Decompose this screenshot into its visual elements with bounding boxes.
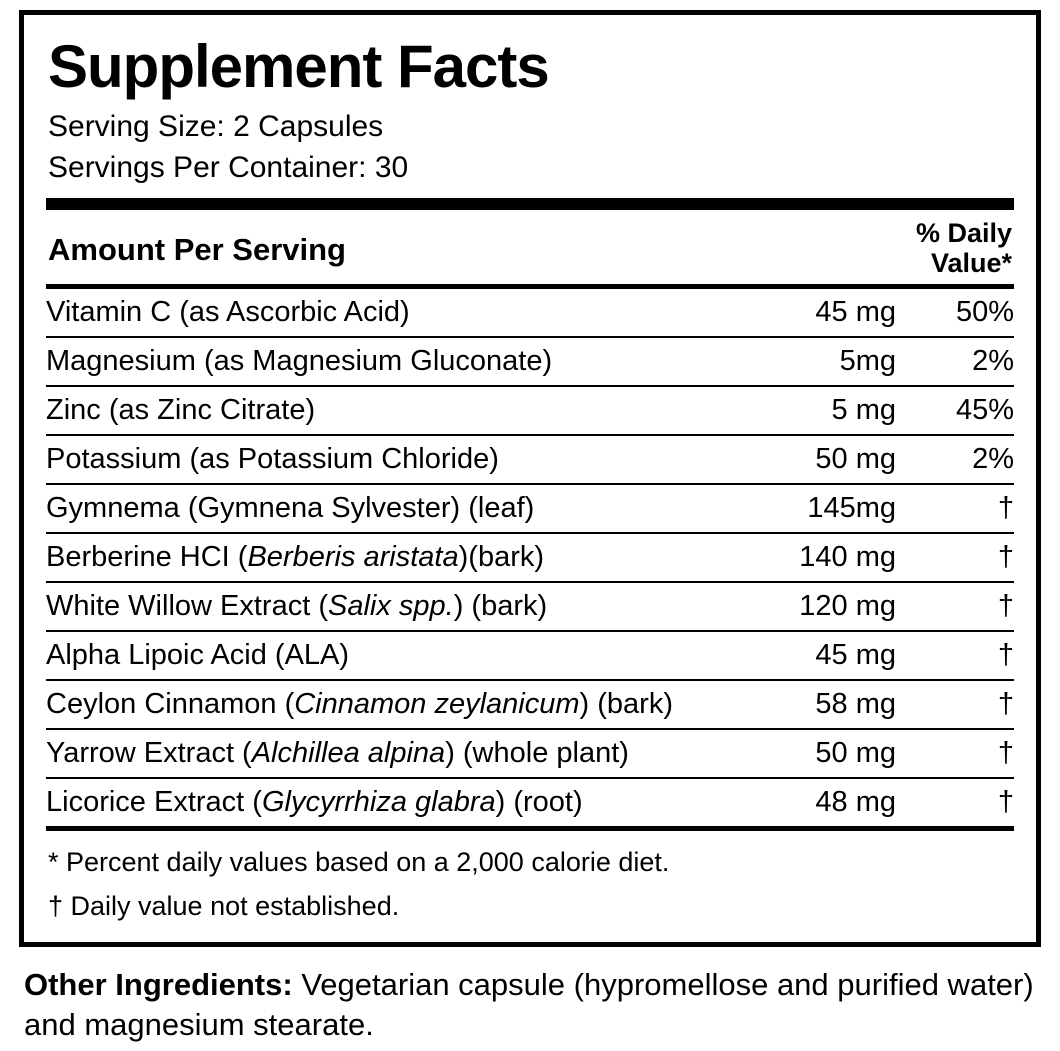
serving-size: Serving Size: 2 Capsules: [48, 110, 384, 143]
footnotes: [46, 831, 1014, 931]
nutrient-amount: 48 mg: [815, 786, 896, 819]
nutrient-amount: 50 mg: [706, 435, 896, 484]
other-ingredients-text: Vegetarian capsule (hypromellose and purified water) and magnesium stearate.: [24, 966, 1034, 1042]
nutrient-amount: 5 mg: [706, 386, 896, 435]
nutrients-table: [46, 289, 1014, 826]
nutrient-daily-value: †: [896, 582, 1014, 631]
nutrient-name: Potassium (as Potassium Chloride): [46, 435, 706, 484]
nutrient-daily-value: 2%: [896, 435, 1014, 484]
table-row: [46, 289, 1014, 337]
other-ingredients-label: Other Ingredients:: [24, 966, 293, 1002]
table-header: [46, 210, 1014, 284]
nutrient-name: Vitamin C (as Ascorbic Acid): [46, 289, 706, 337]
nutrient-daily-value: 50%: [896, 289, 1014, 337]
nutrient-amount: 145mg: [706, 484, 896, 533]
table-row: [46, 435, 1014, 484]
table-row: [46, 680, 1014, 729]
nutrient-name: Gymnema (Gymnena Sylvester) (leaf): [46, 484, 706, 533]
daily-value-label: [916, 218, 1014, 278]
nutrient-daily-value: †: [896, 484, 1014, 533]
nutrient-daily-value: †: [896, 729, 1014, 778]
table-row: [46, 484, 1014, 533]
nutrient-daily-value: 45%: [896, 386, 1014, 435]
nutrient-name: Yarrow Extract (Alchillea alpina) (whole plant): [46, 729, 706, 778]
nutrient-daily-value: †: [896, 680, 1014, 729]
nutrient-daily-value: †: [896, 533, 1014, 582]
nutrient-name: Licorice Extract (Glycyrrhiza glabra) (root): [46, 786, 583, 819]
nutrient-name: Ceylon Cinnamon (Cinnamon zeylanicum) (bark): [46, 680, 706, 729]
table-row: [46, 729, 1014, 778]
nutrient-name: White Willow Extract (Salix spp.) (bark): [46, 582, 706, 631]
nutrient-daily-value: †: [896, 631, 1014, 680]
nutrient-name: Magnesium (as Magnesium Gluconate): [46, 337, 706, 386]
servings-per-container: Servings Per Container: 30: [48, 150, 409, 184]
nutrient-amount: 140 mg: [706, 533, 896, 582]
table-row: [46, 582, 1014, 631]
table-row: [46, 631, 1014, 680]
nutrient-amount: 58 mg: [706, 680, 896, 729]
table-row: [46, 778, 1014, 826]
supplement-facts-panel: [19, 10, 1041, 947]
footnote-percent-daily-value: * Percent daily values based on a 2,000 calorie diet.: [48, 847, 670, 878]
daily-value-label-line2: Value*: [930, 248, 1012, 279]
nutrient-amount: 5mg: [706, 337, 896, 386]
table-row: [46, 337, 1014, 386]
other-ingredients: [24, 965, 1038, 1044]
page-title: Supplement Facts: [48, 33, 549, 100]
nutrient-amount: 120 mg: [706, 582, 896, 631]
nutrient-daily-value: †: [997, 786, 1014, 819]
nutrient-amount: 45 mg: [706, 631, 896, 680]
table-row: [46, 533, 1014, 582]
nutrient-daily-value: 2%: [896, 337, 1014, 386]
daily-value-label-line1: % Daily: [915, 218, 1012, 248]
nutrient-name: Zinc (as Zinc Citrate): [46, 386, 706, 435]
nutrient-amount: 45 mg: [706, 289, 896, 337]
nutrient-amount: 50 mg: [706, 729, 896, 778]
amount-per-serving-label: Amount Per Serving: [48, 232, 346, 267]
divider-thick: [46, 198, 1014, 210]
table-row: [46, 386, 1014, 435]
footnote-daily-value-not-established: † Daily value not established.: [48, 890, 400, 921]
nutrient-name: Alpha Lipoic Acid (ALA): [46, 631, 706, 680]
nutrient-name: Berberine HCI (Berberis aristata)(bark): [46, 533, 706, 582]
